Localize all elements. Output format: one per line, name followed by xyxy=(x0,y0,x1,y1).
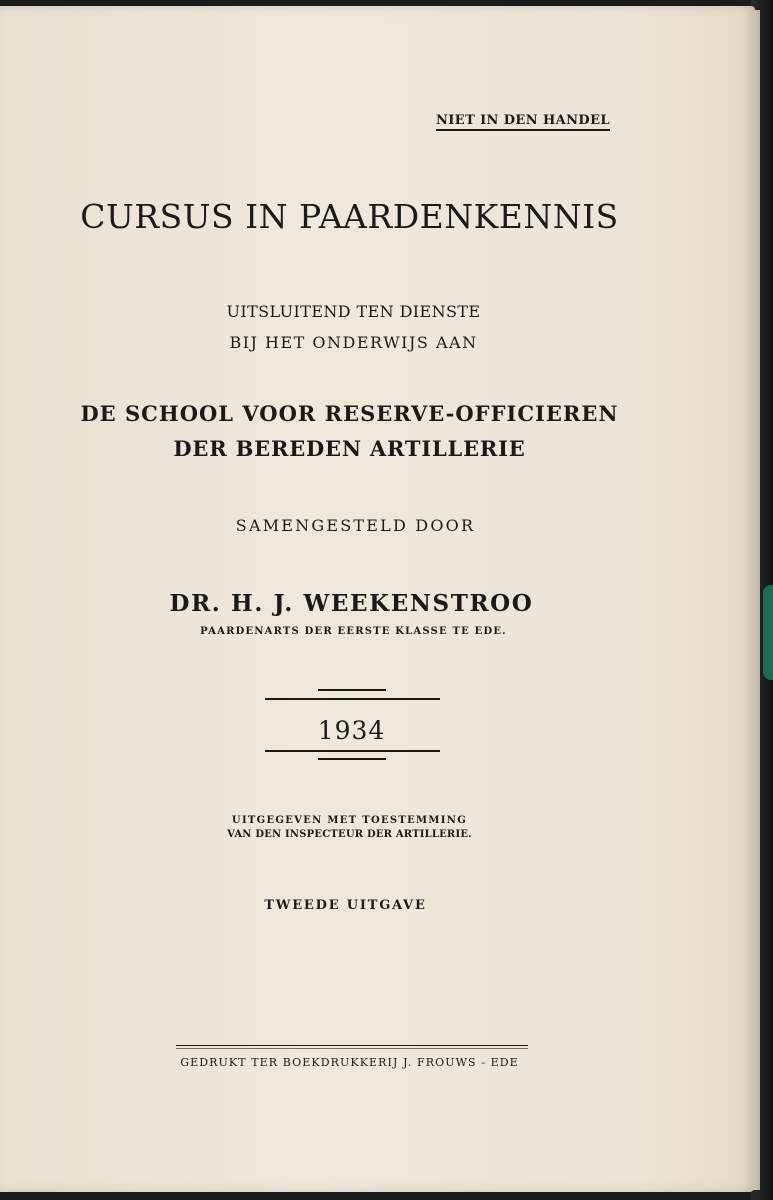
not-for-sale-notice: NIET IN DEN HANDEL xyxy=(436,113,610,131)
ornament-rule-top-long xyxy=(265,698,440,700)
school-name-line-1: DE SCHOOL VOOR RESERVE-OFFICIEREN xyxy=(80,401,619,426)
printer-imprint: GEDRUKT TER BOEKDRUKKERIJ J. FROUWS - EDE xyxy=(180,1056,519,1069)
publication-year: 1934 xyxy=(317,716,386,745)
author-rank: PAARDENARTS DER EERSTE KLASSE TE EDE. xyxy=(200,626,507,637)
publication-permission-line-2: VAN DEN INSPECTEUR DER ARTILLERIE. xyxy=(227,829,472,840)
ornament-rule-bottom-short xyxy=(318,758,386,760)
compiled-by-label: SAMENGESTELD DOOR xyxy=(235,516,476,535)
publication-permission-line-1: UITGEGEVEN MET TOESTEMMING xyxy=(231,815,468,826)
subtitle-line-2: BIJ HET ONDERWIJS AAN xyxy=(229,333,478,352)
ornament-rule-bottom-long xyxy=(265,750,440,752)
ornament-rule-top-short xyxy=(318,689,386,691)
subtitle-line-1: UITSLUITEND TEN DIENSTE xyxy=(226,302,481,321)
edition-label: TWEEDE UITGAVE xyxy=(264,898,427,913)
printer-rule xyxy=(176,1045,528,1046)
page-marker-tab xyxy=(763,585,773,680)
printer-rule-thin xyxy=(176,1048,528,1049)
author-name: DR. H. J. WEEKENSTROO xyxy=(169,590,534,617)
title-page xyxy=(0,6,755,1192)
book-title: CURSUS IN PAARDENKENNIS xyxy=(80,197,619,236)
school-name-line-2: DER BEREDEN ARTILLERIE xyxy=(173,436,526,461)
